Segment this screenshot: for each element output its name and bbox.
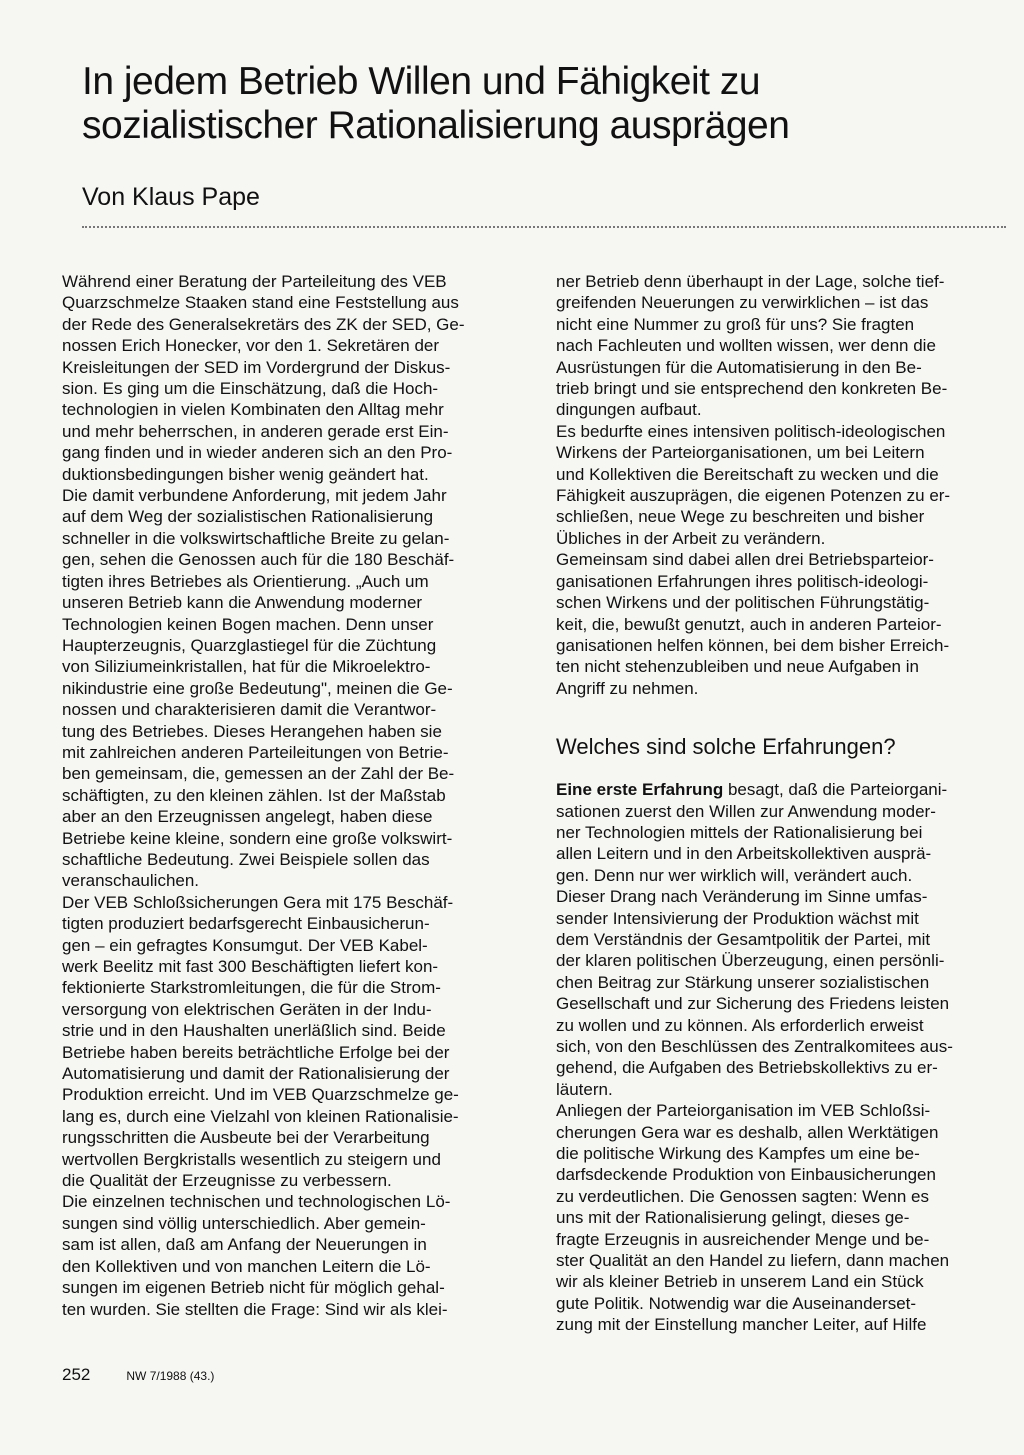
title-line: In jedem Betrieb Willen und Fähigkeit zu xyxy=(82,60,761,103)
text-line: gen – ein gefragtes Konsumgut. Der VEB Kabel- xyxy=(62,935,428,955)
text-line: Betriebe keine kleine, sondern eine große volkswirt- xyxy=(62,828,453,848)
text-line: den Kollektiven und von manchen Leitern die Lö- xyxy=(62,1256,431,1276)
text-line: uns mit der Rationalisierung gelingt, dieses ge- xyxy=(556,1208,910,1228)
text-line: darfsdeckende Produktion von Einbausicherungen xyxy=(556,1165,936,1185)
text-line: schließen, neue Wege zu beschreiten und bisher xyxy=(556,507,925,527)
text-line: Quarzschmelze Staaken stand eine Feststellung aus xyxy=(62,293,459,313)
text-line: die Qualität der Erzeugnisse zu verbessern. xyxy=(62,1171,392,1191)
right-column-bottom xyxy=(556,779,1004,1336)
text-line: Produktion erreicht. Und im VEB Quarzschmelze ge- xyxy=(62,1085,459,1105)
text-line: ganisationen helfen können, bei dem bisher Erreich- xyxy=(556,635,950,655)
text-line: unseren Betrieb kann die Anwendung moderner xyxy=(62,593,423,613)
text-line: schäftigten, zu den kleinen zählen. Ist der Maßstab xyxy=(62,785,446,805)
text-line: dingungen aufbaut. xyxy=(556,400,702,420)
text-line: sungen im eigenen Betrieb nicht für möglich gehal- xyxy=(62,1278,445,1298)
text-line: ben gemeinsam, die, gemessen an der Zahl der Be- xyxy=(62,764,455,784)
text-line: nossen Erich Honecker, vor den 1. Sekretären der xyxy=(62,336,440,356)
right-column-top xyxy=(556,271,1004,699)
text-line: schaftliche Bedeutung. Zwei Beispiele sollen das xyxy=(62,849,430,869)
text-line: nikindustrie eine große Bedeutung", meinen die Ge- xyxy=(62,678,453,698)
text-line: zu verdeutlichen. Die Genossen sagten: Wenn es xyxy=(556,1186,929,1206)
text-line: Angriff zu nehmen. xyxy=(556,678,699,698)
right-column xyxy=(556,271,1004,1336)
text-line: ten wurden. Sie stellten die Frage: Sind wir als klei- xyxy=(62,1299,448,1319)
text-line: gen. Denn nur wer wirklich will, verändert auch. xyxy=(556,865,913,885)
text-line: und Kollektiven die Bereitschaft zu wecken und die xyxy=(556,464,939,484)
text-line: tigten produziert bedarfsgerecht Einbausicherun- xyxy=(62,914,430,934)
text-line: rungsschritten die Ausbeute bei der Verarbeitung xyxy=(62,1128,430,1148)
text-line: Automatisierung und damit der Rationalisierung der xyxy=(62,1064,450,1084)
text-line: Der VEB Schloßsicherungen Gera mit 175 Beschäf- xyxy=(62,892,454,912)
lead-phrase: Eine erste Erfahrung xyxy=(556,780,724,800)
text-line: chen Beitrag zur Stärkung unserer sozialistischen xyxy=(556,972,930,992)
text-line: gehend, die Aufgaben des Betriebskollektivs zu er- xyxy=(556,1058,938,1078)
text-line: Haupterzeugnis, Quarzglastiegel für die Züchtung xyxy=(62,635,437,655)
text-line: Wirkens der Parteiorganisationen, um bei Leitern xyxy=(556,443,925,463)
text-line: sion. Es ging um die Einschätzung, daß die Hoch- xyxy=(62,379,439,399)
page-footer xyxy=(62,1365,214,1385)
text-line: wir als kleiner Betrieb in unserem Land ein Stück xyxy=(556,1272,924,1292)
text-line: Technologien keinen Bogen machen. Denn unser xyxy=(62,614,434,634)
text-line: greifenden Neuerungen zu verwirklichen – ist das xyxy=(556,293,929,313)
text-line: allen Leitern und in den Arbeitskollektiven ausprä- xyxy=(556,844,932,864)
text-line: ganisationen Erfahrungen ihres politisch-ideologi- xyxy=(556,571,929,591)
text-line: Ausrüstungen für die Automatisierung in den Be- xyxy=(556,357,922,377)
text-line: und mehr beherrschen, in anderen gerade erst Ein- xyxy=(62,421,449,441)
text-line: läutern. xyxy=(556,1079,613,1099)
left-column xyxy=(62,271,522,1320)
text-line: der Rede des Generalsekretärs des ZK der SED, Ge- xyxy=(62,314,465,334)
text-line: tung des Betriebes. Dieses Herangehen haben sie xyxy=(62,721,442,741)
text-line: nicht eine Nummer zu groß für uns? Sie fragten xyxy=(556,314,915,334)
text-line: nach Fachleuten und wollten wissen, wer denn die xyxy=(556,336,936,356)
text-line: Gemeinsam sind dabei allen drei Betriebsparteior- xyxy=(556,550,934,570)
text-line: veranschaulichen. xyxy=(62,871,200,891)
title-line: sozialistischer Rationalisierung ausprägen xyxy=(82,104,790,147)
text-line: Übliches in der Arbeit zu verändern. xyxy=(556,528,826,548)
text-line: nossen und charakterisieren damit die Verantwor- xyxy=(62,700,437,720)
text-line: Es bedurfte eines intensiven politisch-ideologischen xyxy=(556,421,946,441)
text-line: der klaren politischen Überzeugung, einen persönli- xyxy=(556,951,945,971)
text-line: Die damit verbundene Anforderung, mit jedem Jahr xyxy=(62,486,447,506)
text-line: Dieser Drang nach Veränderung im Sinne umfas- xyxy=(556,887,928,907)
text-line: Die einzelnen technischen und technologischen Lö- xyxy=(62,1192,451,1212)
title-divider xyxy=(82,226,1006,228)
text-line: duktionsbedingungen bisher wenig geändert hat. xyxy=(62,464,429,484)
text-line: ner Technologien mittels der Rationalisierung bei xyxy=(556,822,923,842)
lead-line-rest: besagt, daß die Parteiorgani- xyxy=(723,780,948,800)
article-title xyxy=(82,60,982,148)
text-line: tigten ihres Betriebes als Orientierung. „Auch um xyxy=(62,571,429,591)
text-line: gen, sehen die Genossen auch für die 180 Beschäf- xyxy=(62,550,455,570)
text-line: zung mit der Einstellung mancher Leiter, auf Hilfe xyxy=(556,1315,927,1335)
text-line: ster Qualität an den Handel zu liefern, dann machen xyxy=(556,1251,950,1271)
text-line: fragte Erzeugnis in ausreichender Menge und be- xyxy=(556,1229,930,1249)
author-byline: Von Klaus Pape xyxy=(82,183,260,211)
text-line: werk Beelitz mit fast 300 Beschäftigten liefert kon- xyxy=(62,957,439,976)
text-line: dem Verständnis der Gesamtpolitik der Partei, mit xyxy=(556,929,931,949)
text-line: zu wollen und zu können. Als erforderlich erweist xyxy=(556,1015,924,1035)
text-line: Während einer Beratung der Parteileitung des VEB xyxy=(62,272,447,291)
page-number: 252 xyxy=(62,1365,91,1384)
text-line xyxy=(556,779,1004,800)
text-line: mit zahlreichen anderen Parteileitungen von Betrie- xyxy=(62,742,449,762)
text-line: Fähigkeit auszuprägen, die eigenen Potenzen zu er- xyxy=(556,486,951,506)
text-line: schneller in die volkswirtschaftliche Breite zu gelan- xyxy=(62,528,450,548)
text-line: die politische Wirkung des Kampfes um eine be- xyxy=(556,1144,920,1164)
text-line: versorgung von elektrischen Geräten in der Indu- xyxy=(62,999,432,1019)
text-line: gang finden und in wieder anderen sich an den Pro- xyxy=(62,443,453,463)
text-line: Betriebe haben bereits beträchtliche Erfolge bei der xyxy=(62,1042,450,1062)
text-line: sender Intensivierung der Produktion wächst mit xyxy=(556,908,919,928)
text-line: ten nicht stehenzubleiben und neue Aufgaben in xyxy=(556,657,919,677)
text-line: sungen sind völlig unterschiedlich. Aber gemein- xyxy=(62,1213,426,1233)
text-line: strie und in den Haushalten unerläßlich sind. Beide xyxy=(62,1021,446,1041)
text-line: lang es, durch eine Vielzahl von kleinen Rationalisie- xyxy=(62,1106,459,1126)
journal-issue: NW 7/1988 (43.) xyxy=(126,1369,215,1383)
text-line: aber an den Erzeugnissen angelegt, haben diese xyxy=(62,807,433,827)
text-line: Kreisleitungen der SED im Vordergrund der Diskus- xyxy=(62,357,451,377)
text-line: ner Betrieb denn überhaupt in der Lage, solche tief- xyxy=(556,272,945,291)
text-line: sationen zuerst den Willen zur Anwendung moder- xyxy=(556,801,936,821)
text-line: fektionierte Starkstromleitungen, die für die Strom- xyxy=(62,978,441,998)
text-line: keit, die, bewußt genutzt, auch in anderen Parteior- xyxy=(556,614,942,634)
text-line: wertvollen Bergkristalls wesentlich zu steigern und xyxy=(62,1149,441,1169)
text-line: gute Politik. Notwendig war die Auseinanderset- xyxy=(556,1293,917,1313)
text-line: sam ist allen, daß am Anfang der Neuerungen in xyxy=(62,1235,427,1255)
text-line: schen Wirkens und der politischen Führungstätig- xyxy=(556,593,930,613)
text-line: trieb bringt und sie entsprechend den konkreten Be- xyxy=(556,379,948,399)
text-line: von Siliziumeinkristallen, hat für die Mikroelektro- xyxy=(62,657,431,677)
text-line: Anliegen der Parteiorganisation im VEB Schloßsi- xyxy=(556,1101,931,1121)
text-line: technologien in vielen Kombinaten den Alltag mehr xyxy=(62,400,444,420)
text-line: Gesellschaft und zur Sicherung des Friedens leisten xyxy=(556,994,950,1014)
text-line: auf dem Weg der sozialistischen Rationalisierung xyxy=(62,507,434,527)
text-line: sich, von den Beschlüssen des Zentralkomitees aus- xyxy=(556,1037,953,1056)
text-line: cherungen Gera war es deshalb, allen Werktätigen xyxy=(556,1122,939,1142)
section-heading: Welches sind solche Erfahrungen? xyxy=(556,734,896,760)
